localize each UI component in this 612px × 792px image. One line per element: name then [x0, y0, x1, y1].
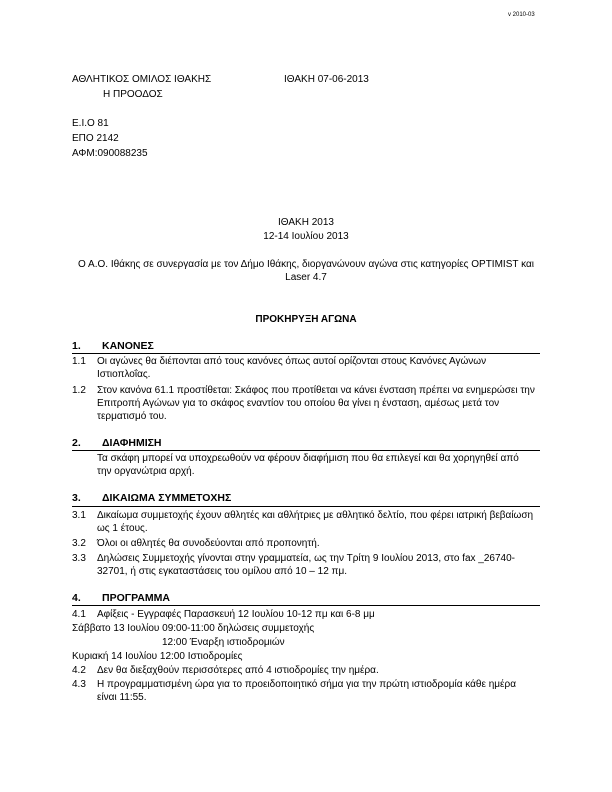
item-3-3-line1: Δηλώσεις Συμμετοχής γίνονται στην γραμματεία, ως την Τρίτη 9 Ιουλίου 2013, στο fax _26740- — [97, 553, 516, 564]
section-1-number: 1. — [72, 340, 81, 352]
item-1-2-number: 1.2 — [72, 385, 86, 396]
eio-number: Ε.Ι.Ο 81 — [72, 118, 109, 129]
item-4-2-line1: Δεν θα διεξαχθούν περισσότερες από 4 ιστιοδρομίες την ημέρα. — [97, 665, 379, 676]
item-3-3-number: 3.3 — [72, 553, 86, 564]
section-2-line1: Τα σκάφη μπορεί να υποχρεωθούν να φέρουν διαφήμιση που θα επιλεγεί και θα χορηγηθεί από — [97, 453, 519, 464]
place-date: ΙΘΑΚΗ 07-06-2013 — [284, 74, 369, 85]
event-intro-line2: Laser 4.7 — [285, 272, 327, 283]
item-3-2-line1: Όλοι οι αθλητές θα συνοδεύονται από προπονητή. — [97, 538, 320, 549]
document-version: v 2010-03 — [508, 12, 535, 18]
section-3-title: ΔΙΚΑΙΩΜΑ ΣΥΜΜΕΤΟΧΗΣ — [102, 492, 232, 504]
item-3-1-line1: Δικαίωμα συμμετοχής έχουν αθλητές και αθλήτριες με αθλητικό δελτίο, που φέρει ιατρική βεβαίωση — [97, 510, 534, 521]
item-1-2-line1: Στον κανόνα 61.1 προστίθεται: Σκάφος που προτίθεται να κάνει ένσταση πρέπει να ενημερώσει την — [97, 385, 535, 396]
section-3-number: 3. — [72, 492, 81, 504]
schedule-saturday: Σάββατο 13 Ιουλίου 09:00-11:00 δηλώσεις συμμετοχής — [72, 623, 315, 634]
afm-number: ΑΦΜ:090088235 — [72, 148, 148, 159]
item-1-1-line2: Ιστιοπλοΐας. — [97, 369, 151, 380]
schedule-saturday-start: 12:00 Έναρξη ιστιοδρομιών — [162, 637, 285, 648]
item-3-1-line2: ως 1 έτους. — [97, 523, 148, 534]
section-4-number: 4. — [72, 592, 81, 604]
item-4-1-line1: Αφίξεις - Εγγραφές Παρασκευή 12 Ιουλίου 10-12 πμ και 6-8 μμ — [97, 609, 375, 620]
club-subtitle: Η ΠΡΟΟΔΟΣ — [103, 89, 163, 100]
item-4-1-number: 4.1 — [72, 609, 86, 620]
epo-number: ΕΠΟ 2142 — [72, 133, 119, 144]
item-1-2-line2: Επιτροπή Αγώνων για το σκάφος εναντίον του οποίου θα γίνει η ένσταση, αμέσως μετά τον — [97, 398, 500, 409]
item-1-1-number: 1.1 — [72, 356, 86, 367]
schedule-sunday: Κυριακή 14 Ιουλίου 12:00 Ιστιοδρομίες — [72, 651, 243, 662]
section-2-number: 2. — [72, 437, 81, 449]
section-1-title: ΚΑΝΟΝΕΣ — [102, 340, 154, 352]
event-title: ΙΘΑΚΗ 2013 — [278, 217, 334, 228]
item-4-3-line2: είναι 11:55. — [97, 692, 147, 703]
notice-heading: ΠΡΟΚΗΡΥΞΗ ΑΓΩΝΑ — [255, 314, 357, 325]
section-2-rule — [72, 450, 540, 451]
section-1-rule — [72, 353, 540, 354]
item-1-2-line3: τερματισμό του. — [97, 411, 167, 422]
event-intro-line1: Ο Α.Ο. Ιθάκης σε συνεργασία με τον Δήμο Ιθάκης, διοργανώνουν αγώνα στις κατηγορίες OPTIMIST και — [78, 259, 534, 270]
item-1-1-line1: Οι αγώνες θα διέπονται από τους κανόνες όπως αυτοί ορίζονται στους Κανόνες Αγώνων — [97, 356, 487, 367]
item-3-3-line2: 32701, ή στις εγκαταστάσεις του ομίλου από 10 – 12 πμ. — [97, 566, 347, 577]
section-4-rule — [72, 605, 540, 606]
item-4-2-number: 4.2 — [72, 665, 86, 676]
item-4-3-number: 4.3 — [72, 679, 86, 690]
event-dates: 12-14 Ιουλίου 2013 — [263, 231, 349, 242]
item-3-1-number: 3.1 — [72, 510, 86, 521]
section-2-line2: την οργανώτρια αρχή. — [97, 466, 195, 477]
section-3-rule — [72, 506, 540, 507]
section-4-title: ΠΡΟΓΡΑΜΜΑ — [102, 592, 170, 604]
club-name: ΑΘΛΗΤΙΚΟΣ ΟΜΙΛΟΣ ΙΘΑΚΗΣ — [72, 74, 212, 85]
section-2-title: ΔΙΑΦΗΜΙΣΗ — [102, 437, 162, 449]
item-4-3-line1: Η προγραμματισμένη ώρα για το προειδοποιητικό σήμα για την πρώτη ιστιοδρομία κάθε ημέρα — [97, 679, 516, 690]
item-3-2-number: 3.2 — [72, 538, 86, 549]
